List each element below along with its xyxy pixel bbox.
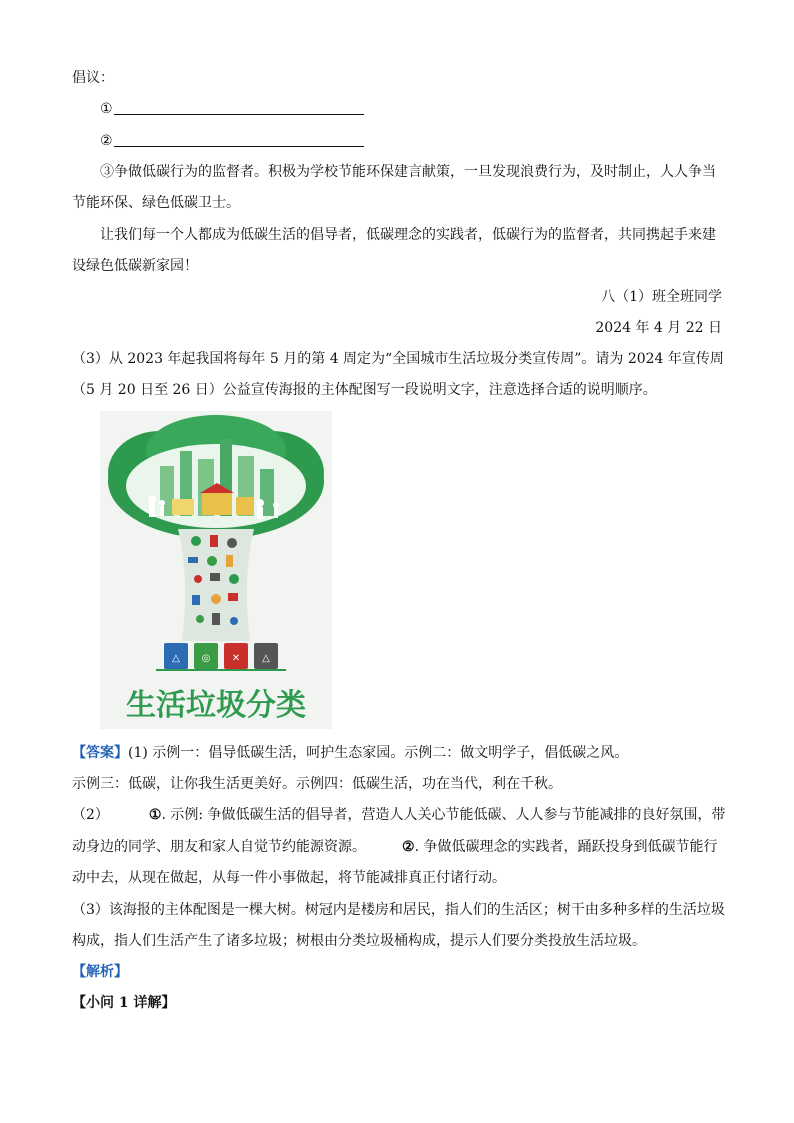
answer-line1-text: (1) 示例一：倡导低碳生活，呵护生态家园。示例二：做文明学子，倡低碳之风。 bbox=[128, 745, 629, 761]
item-1-blank bbox=[114, 100, 364, 115]
proposal-signature: 八（1）班全班同学 bbox=[601, 289, 722, 305]
proposal-date: 2024 年 4 月 22 日 bbox=[595, 320, 722, 336]
poster-caption: 生活垃圾分类 bbox=[126, 688, 306, 723]
tree-trunk-garbage bbox=[178, 529, 254, 641]
tree-crown bbox=[108, 415, 324, 539]
answer-line5: 动中去，从现在做起，从每一件小事做起，将节能减排真正付诸行动。 bbox=[72, 870, 506, 886]
item-1-marker: ① bbox=[100, 101, 113, 117]
item-2-blank bbox=[114, 132, 364, 147]
sorting-bins bbox=[156, 643, 286, 671]
proposal-item-3-line1: ③争做低碳行为的监督者。积极为学校节能环保建言献策，一旦发现浪费行为，及时制止，人人争当 bbox=[100, 164, 716, 180]
proposal-closing-line1: 让我们每一个人都成为低碳生活的倡导者，低碳理念的实践者，低碳行为的监督者，共同携起手来建 bbox=[100, 227, 716, 243]
answer-2-marker-1: ① bbox=[148, 807, 162, 823]
svg-text:△: △ bbox=[262, 653, 270, 664]
svg-text:✕: ✕ bbox=[231, 653, 241, 664]
answer-2-prefix: （2） bbox=[72, 807, 109, 823]
proposal-item-1 bbox=[100, 99, 364, 119]
svg-text:△: △ bbox=[172, 653, 180, 664]
answer-line3-text: . 示例: 争做低碳生活的倡导者，营造人人关心节能低碳、人人参与节能减排的良好氛围，带 bbox=[161, 807, 726, 823]
answer-line4-rest: . 争做低碳理念的实践者，踊跃投身到低碳节能行 bbox=[414, 839, 718, 855]
proposal-item-2 bbox=[100, 131, 364, 151]
answer-line1 bbox=[72, 743, 628, 763]
proposal-heading: 倡议： bbox=[72, 70, 114, 86]
analysis-sub-tag: 【小问 1 详解】 bbox=[72, 995, 176, 1011]
answer-line6: （3）该海报的主体配图是一棵大树。树冠内是楼房和居民，指人们的生活区；树干由多种多样的生活垃圾 bbox=[72, 902, 725, 918]
garbage-sorting-poster bbox=[100, 411, 332, 729]
answer-tag: 【答案】 bbox=[72, 745, 128, 761]
answer-line4-start: 动身边的同学、朋友和家人自觉节约能源资源。 bbox=[72, 839, 366, 855]
svg-text:◎: ◎ bbox=[201, 653, 211, 664]
answer-line2: 示例三：低碳，让你我生活更美好。示例四：低碳生活，功在当代，利在千秋。 bbox=[72, 776, 562, 792]
item-2-marker: ② bbox=[100, 133, 113, 149]
question-3-line2: （5 月 20 日至 26 日）公益宣传海报的主体配图写一段说明文字，注意选择合适的说明顺序。 bbox=[72, 382, 657, 398]
answer-line3 bbox=[72, 805, 726, 825]
answer-line7: 构成，指人们生活产生了诸多垃圾；树根由分类垃圾桶构成，提示人们要分类投放生活垃圾。 bbox=[72, 933, 646, 949]
analysis-tag: 【解析】 bbox=[72, 964, 128, 980]
answer-line4 bbox=[72, 837, 717, 857]
proposal-item-3-line2: 节能环保、绿色低碳卫士。 bbox=[72, 195, 240, 211]
answer-2-marker-2: ② bbox=[402, 839, 415, 855]
poster-illustration bbox=[100, 411, 332, 729]
proposal-closing-line2: 设绿色低碳新家园！ bbox=[72, 258, 198, 274]
question-3-line1: （3）从 2023 年起我国将每年 5 月的第 4 周定为“全国城市生活垃圾分类宣传周”。请为 2024 年宣传周 bbox=[72, 351, 724, 367]
